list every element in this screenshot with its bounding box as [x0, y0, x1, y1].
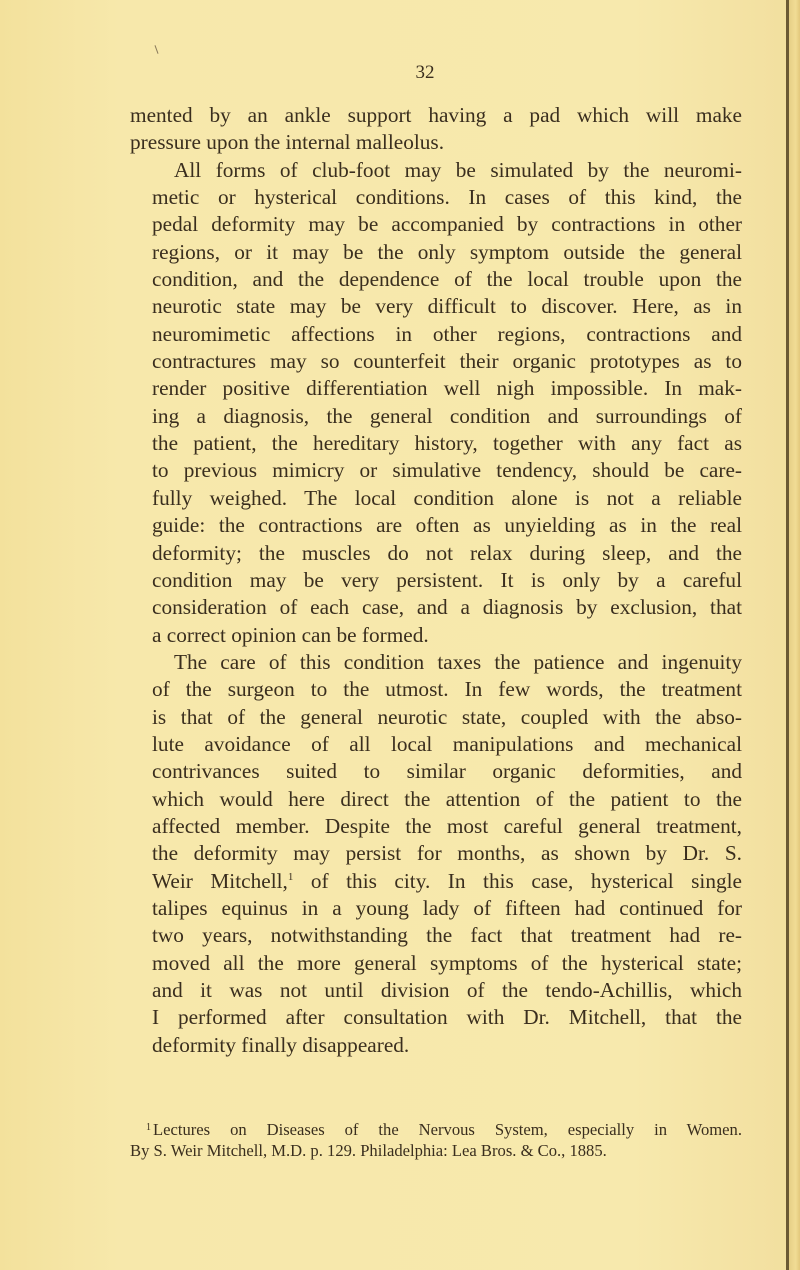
- paragraph-1: [130, 102, 742, 157]
- text-line: two years, notwithstanding the fact that treatment had re-: [152, 923, 742, 948]
- footnote-reference[interactable]: 1: [287, 870, 294, 883]
- text-line: condition may be very persistent. It is only by a careful: [152, 567, 742, 592]
- text-line: the deformity may persist for months, as shown by Dr. S.: [152, 841, 742, 866]
- text-line: to previous mimicry or simulative tendency, should be care-: [152, 458, 742, 483]
- text-line: and it was not until division of the tendo-Achillis, which: [152, 978, 742, 1002]
- text-line: ing a diagnosis, the general condition and surroundings of: [152, 403, 742, 428]
- footnotes: [130, 1120, 742, 1161]
- text-line: deformity finally disappeared.: [152, 1032, 410, 1057]
- paragraph-2: [130, 157, 742, 649]
- text-line: I performed after consultation with Dr. Mitchell, that the: [152, 1005, 742, 1030]
- footnote-text: Lectures on Diseases of the Nervous System, especially in Women.: [153, 1120, 742, 1139]
- text-line: pressure upon the internal malleolus.: [130, 130, 445, 155]
- text-line: a correct opinion can be formed.: [152, 622, 429, 647]
- text-segment: Weir Mitchell,: [152, 868, 288, 893]
- text-line: the patient, the hereditary history, together with any fact as: [152, 431, 742, 456]
- text-line-with-footnote-ref: [130, 868, 742, 895]
- footnote-line: By S. Weir Mitchell, M.D. p. 129. Philadelphia: Lea Bros. & Co., 1885.: [130, 1140, 607, 1160]
- page-number: 32: [415, 62, 435, 83]
- text-line: regions, or it may be the only symptom outside the general: [152, 239, 742, 264]
- text-line: The care of this condition taxes the patience and ingenuity: [174, 649, 742, 674]
- text-line: mented by an ankle support having a pad which will make: [130, 103, 742, 127]
- footnote-mark: 1: [146, 1122, 151, 1133]
- text-line: metic or hysterical conditions. In cases of this kind, the: [152, 185, 742, 210]
- text-segment: of this city. In this case, hysterical single: [293, 868, 742, 893]
- text-line: is that of the general neurotic state, coupled with the abso-: [152, 704, 742, 729]
- footnote-line: [130, 1120, 742, 1141]
- paragraph-3: [130, 649, 742, 1059]
- text-line: of the surgeon to the utmost. In few words, the treatment: [152, 677, 742, 702]
- body-text: [130, 102, 742, 1059]
- text-line: fully weighed. The local condition alone is not a reliable: [152, 485, 742, 510]
- text-line: render positive differentiation well nigh impossible. In mak-: [152, 376, 742, 401]
- text-line: which would here direct the attention of the patient to the: [152, 786, 742, 811]
- text-line: deformity; the muscles do not relax during sleep, and the: [152, 540, 742, 565]
- text-line: guide: the contractions are often as unyielding as in the real: [152, 513, 742, 538]
- text-line: contrivances suited to similar organic deformities, and: [152, 759, 742, 784]
- text-line: moved all the more general symptoms of the hysterical state;: [152, 950, 742, 975]
- text-line: talipes equinus in a young lady of fifteen had continued for: [152, 895, 742, 920]
- adjacent-page-edge: [789, 0, 800, 1270]
- text-line: contractures may so counterfeit their organic prototypes as to: [152, 349, 742, 374]
- text-line: affected member. Despite the most careful general treatment,: [152, 813, 742, 838]
- text-line: neuromimetic affections in other regions, contractions and: [152, 321, 742, 346]
- text-line: consideration of each case, and a diagnosis by exclusion, that: [152, 595, 742, 620]
- text-line: neurotic state may be very difficult to discover. Here, as in: [152, 294, 742, 319]
- text-line: lute avoidance of all local manipulations and mechanical: [152, 731, 742, 756]
- text-line: All forms of club-foot may be simulated by the neuromi-: [174, 157, 742, 182]
- text-line: pedal deformity may be accompanied by contractions in other: [152, 212, 742, 237]
- text-line: condition, and the dependence of the local trouble upon the: [152, 267, 742, 292]
